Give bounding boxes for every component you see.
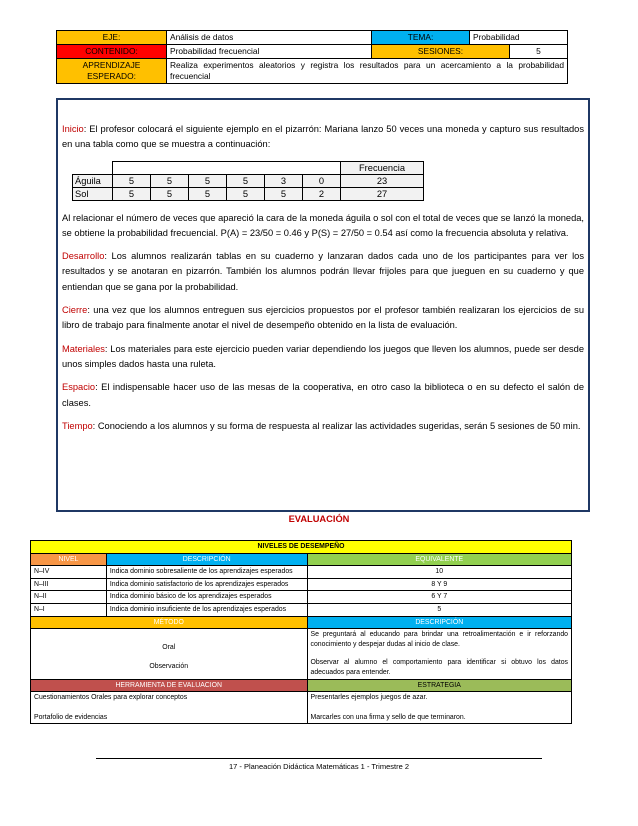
freq-total: 27: [341, 187, 424, 200]
cierre-label: Cierre: [62, 305, 88, 316]
freq-cell: 5: [265, 187, 303, 200]
freq-row-aguila: [73, 174, 424, 187]
relation-paragraph: Al relacionar el número de veces que apareció la cara de la moneda águila o sol con el total de veces que se lanzó la moneda, se obtiene la probabilidad frecuencial. P(A) = 23/50 = 0.46 y P(S) = 27/50 = 0.54 así como la frecuencia absoluta y relativa.: [62, 212, 584, 238]
nivel-cell: N–II: [31, 591, 107, 604]
nivel-eq: 6 Y 7: [307, 591, 572, 604]
desarrollo-label: Desarrollo: [62, 251, 105, 262]
materiales-label: Materiales: [62, 343, 105, 354]
estrategia-2: Marcarles con una firma y sello de que terminaron.: [310, 713, 466, 721]
herramienta-cell: [31, 692, 308, 724]
footer-divider: [96, 758, 542, 759]
freq-total: 23: [341, 174, 424, 187]
freq-row-sol: [73, 187, 424, 200]
herramienta-label: HERRAMIENTA DE EVALUACION: [31, 679, 308, 692]
nivel-desc: Indica dominio satisfactorio de los aprendizajes esperados: [106, 578, 307, 591]
freq-cell: 5: [151, 174, 189, 187]
cierre-paragraph: [62, 303, 584, 334]
table-row: [31, 591, 572, 604]
table-row: [31, 566, 572, 579]
tiempo-label: Tiempo: [62, 420, 93, 431]
metodo-cell: [31, 629, 308, 679]
tiempo-text: : Conociendo a los alumnos y su forma de respuesta al realizar las actividades sugeridas, serán 5 sesiones de 50 min.: [92, 420, 581, 431]
nivel-cell: N–IV: [31, 566, 107, 579]
nivel-desc: Indica dominio básico de los aprendizajes esperados: [106, 591, 307, 604]
freq-cell: 0: [303, 174, 341, 187]
freq-cell: 3: [265, 174, 303, 187]
tiempo-paragraph: [62, 419, 584, 434]
nivel-eq: 10: [307, 566, 572, 579]
espacio-label: Espacio: [62, 382, 96, 393]
inicio-label: Inicio: [62, 124, 84, 134]
estrategia-cell: [307, 692, 572, 724]
header-table: [56, 30, 568, 84]
contenido-value: Probabilidad frecuencial: [167, 45, 372, 59]
aprendizaje-label-line1: APRENDIZAJE: [82, 60, 141, 70]
nivel-desc: Indica dominio insuficiente de los aprendizajes esperados: [106, 603, 307, 616]
desarrollo-text: : Los alumnos realizarán tablas en su cuaderno y lanzaran dados cada uno de los participantes para ver los resultados y se anotaran en pizarrón. También los alumnos podrán llevar frijoles para que jueguen en su cuaderno y que entiendan que se gana por la probabilidad.: [62, 251, 584, 292]
freq-cell: 5: [113, 187, 151, 200]
inicio-paragraph: [62, 122, 584, 153]
col-descripcion: DESCRIPCIÓN: [106, 553, 307, 566]
metodo-label: MÉTODO: [31, 616, 308, 629]
eje-value: Análisis de datos: [167, 31, 372, 45]
content-box: [56, 98, 590, 512]
inicio-text: : El profesor colocará el siguiente ejemplo en el pizarrón: Mariana lanzo 50 veces una moneda y capturo sus resultados en una tabla como que se muestra a continuación:: [62, 124, 584, 150]
freq-row-label: Sol: [73, 187, 113, 200]
freq-cell: 2: [303, 187, 341, 200]
evaluacion-title: EVALUACIÓN: [288, 514, 350, 524]
herramienta-1: Cuestionamientos Orales para explorar conceptos: [34, 694, 188, 702]
desarrollo-paragraph: [62, 249, 584, 295]
nivel-eq: 8 Y 9: [307, 578, 572, 591]
table-row: [31, 578, 572, 591]
materiales-text: : Los materiales para este ejercicio pueden variar dependiendo los juegos que lleven los alumnos, puede ser desde unos simples dados hasta una ruleta.: [62, 343, 584, 369]
page-footer: 17 - Planeación Didáctica Matemáticas 1 - Trimestre 2: [228, 762, 410, 771]
col-nivel: NIVEL: [31, 553, 107, 566]
freq-cell: 5: [189, 174, 227, 187]
metodo-observacion: Observación: [149, 663, 189, 671]
cierre-text: : una vez que los alumnos entreguen sus ejercicios propuestos por el profesor también realizaran los ejercicios de su libro de trabajo para finalmente anotar el nivel de desempeño obtenido en la lista de evaluación.: [62, 305, 584, 331]
materiales-paragraph: [62, 342, 584, 373]
freq-cell: 5: [227, 187, 265, 200]
metodo-oral: Oral: [162, 643, 176, 651]
tema-value: Probabilidad: [470, 31, 568, 45]
freq-row-label: Águila: [73, 174, 113, 187]
eje-label: EJE:: [57, 31, 167, 45]
freq-cell: 5: [189, 187, 227, 200]
aprendizaje-value: Realiza experimentos aleatorios y registra los resultados para un acercamiento a la probabilidad frecuencial: [167, 59, 568, 84]
niveles-title: NIVELES DE DESEMPEÑO: [31, 541, 572, 554]
freq-cell: 5: [113, 174, 151, 187]
espacio-text: : El indispensable hacer uso de las mesas de la cooperativa, en otro caso la biblioteca o en su defecto el salón de clases.: [62, 382, 584, 408]
aprendizaje-label-line2: ESPERADO:: [87, 71, 136, 81]
metodo-desc-cell: [307, 629, 572, 679]
evaluation-table: [30, 540, 572, 724]
freq-cell: 5: [227, 174, 265, 187]
aprendizaje-label: [57, 59, 167, 84]
herramienta-2: Portafolio de evidencias: [34, 713, 108, 721]
nivel-desc: Indica dominio sobresaliente de los aprendizajes esperados: [106, 566, 307, 579]
descripcion-label: DESCRIPCIÓN: [307, 616, 572, 629]
nivel-cell: N–I: [31, 603, 107, 616]
desc-oral: Se preguntará al educando para brindar una retroalimentación e ir reforzando conocimiento y despejar dudas al inicio de clase.: [310, 631, 568, 648]
sesiones-label: SESIONES:: [372, 45, 510, 59]
col-equivalente: EQUIVALENTE: [307, 553, 572, 566]
espacio-paragraph: [62, 380, 584, 411]
sesiones-value: 5: [510, 45, 568, 59]
freq-cell: 5: [151, 187, 189, 200]
desc-observacion: Observar al alumno el comportamiento para identificar si obtuvo los datos adecuados para entender.: [310, 659, 568, 676]
tema-label: TEMA:: [372, 31, 470, 45]
table-row: [31, 603, 572, 616]
nivel-cell: N–III: [31, 578, 107, 591]
nivel-eq: 5: [307, 603, 572, 616]
estrategia-1: Presentarles ejemplos juegos de azar.: [310, 694, 428, 702]
freq-header: Frecuencia: [341, 161, 424, 174]
frequency-table: [72, 161, 424, 201]
estrategia-label: ESTRATEGIA: [307, 679, 572, 692]
contenido-label: CONTENIDO:: [57, 45, 167, 59]
